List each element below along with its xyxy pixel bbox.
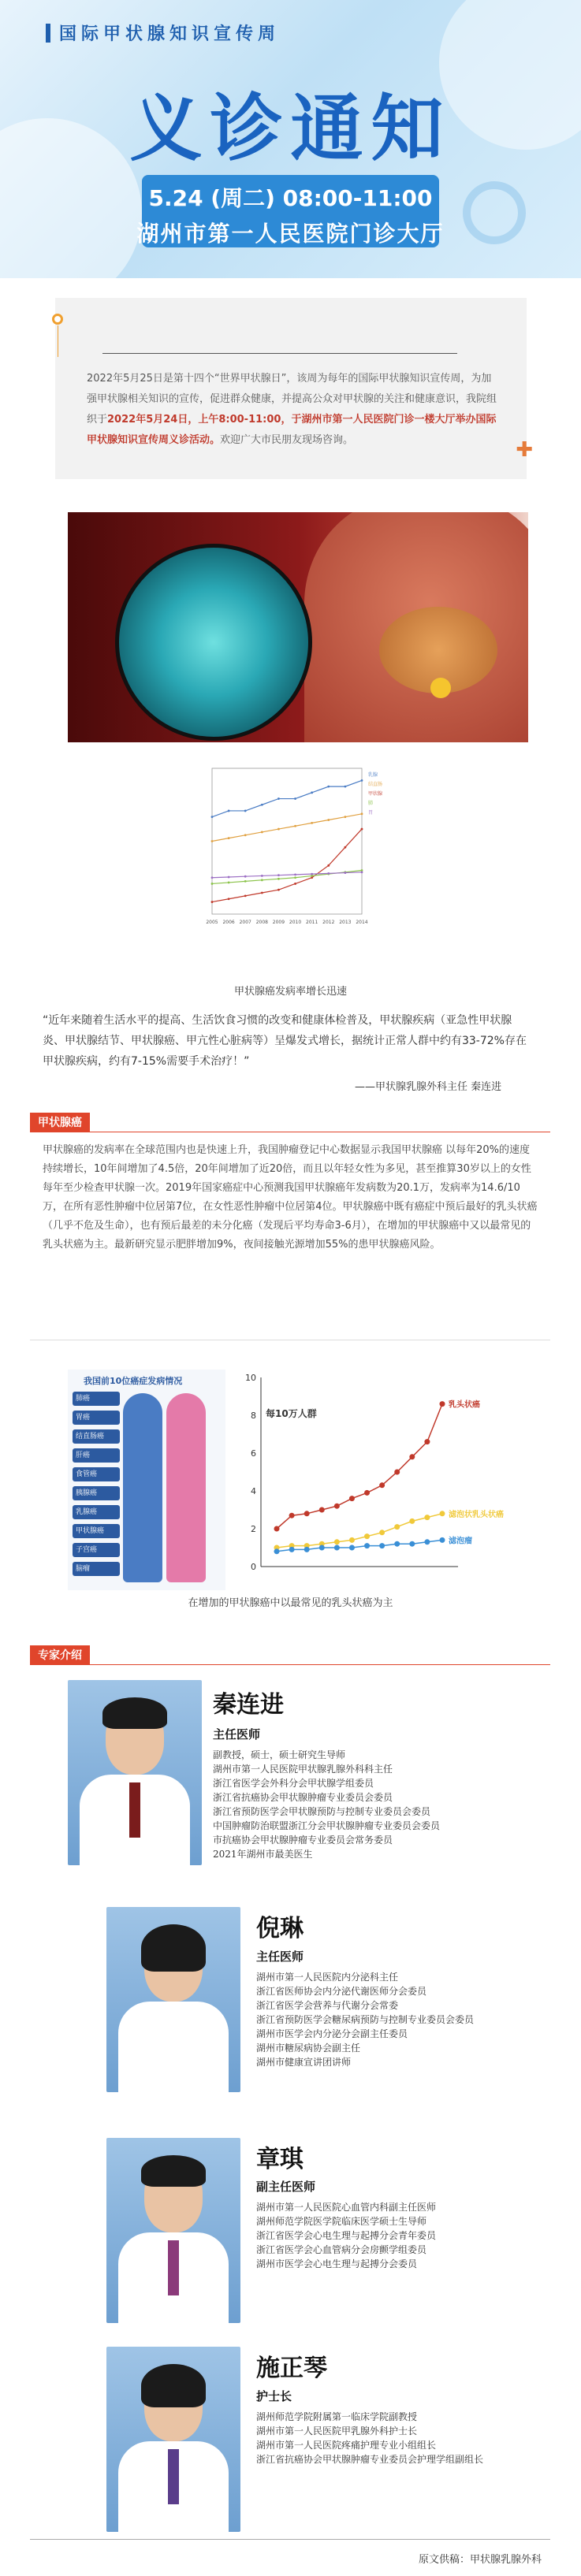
ranking-item: 胰腺癌 — [73, 1486, 120, 1500]
data-point — [311, 873, 313, 875]
data-point — [361, 779, 363, 782]
ranking-item: 胃癌 — [73, 1411, 120, 1425]
data-point — [327, 819, 330, 821]
data-point — [294, 876, 296, 879]
data-point — [228, 837, 230, 839]
y-tick-label: 4 — [251, 1486, 256, 1496]
expert-name: 施正琴 — [256, 2355, 327, 2382]
data-point — [327, 786, 330, 788]
incidence-trend-chart — [181, 756, 404, 938]
data-point — [349, 1545, 355, 1551]
event-time: 5.24 (周二) 08:00-11:00 — [148, 185, 433, 211]
event-place: 湖州市第一人民医院门诊大厅 — [136, 221, 445, 247]
x-tick-label: 2012 — [322, 920, 335, 925]
data-point — [211, 901, 214, 903]
data-point — [394, 1524, 400, 1530]
ranking-list-left — [73, 1392, 120, 1581]
banner-title: 义诊通知 — [129, 87, 452, 171]
data-point — [294, 825, 296, 827]
ranking-item: 食管癌 — [73, 1467, 120, 1481]
cancer-type-figure — [68, 1370, 528, 1590]
data-point — [344, 786, 346, 788]
cell-magnifier-image — [115, 544, 312, 741]
expert-photo-shi — [106, 2347, 240, 2532]
chart2-caption: 在增加的甲状腺癌中以最常见的乳头状癌为主 — [188, 1597, 393, 1609]
data-point — [311, 791, 313, 794]
data-point — [211, 816, 214, 818]
data-point — [379, 1530, 385, 1535]
data-point — [274, 1526, 280, 1532]
intro-dot-icon — [52, 314, 63, 325]
thyroid-illustration — [68, 512, 528, 742]
intro-text: 2022年5月25日是第十四个“世界甲状腺日”，该周为每年的国际甲状腺知识宣传周，为加强甲状腺相关知识的宣传，促进群众健康，并提高公众对甲状腺的关注和健康意识，我院组织于2022年5月24日，上午8:00-11:00，于湖州市第一人民医院门诊一楼大厅举办国际甲状腺知识宣传周义诊活动。欢迎广大市民朋友现场咨询。 — [87, 373, 497, 446]
ranking-item: 子宫癌 — [73, 1543, 120, 1557]
expert-name: 章琪 — [256, 2146, 304, 2173]
quote-text: “近年来随着生活水平的提高、生活饮食习惯的改变和健康体检普及，甲状腺疾病（亚急性甲状腺炎、甲状腺结节、甲状腺癌、甲亢性心脏病等）呈爆发式增长，据统计正常人群中约有33-72%存在甲状腺疾病，约有7-15%需要手术治疗！” — [43, 1014, 527, 1068]
data-point — [409, 1541, 415, 1547]
legend-entry: 乳腺 — [368, 772, 378, 778]
data-point — [334, 1539, 340, 1544]
expert-name: 倪琳 — [256, 1915, 304, 1942]
footer-source: 原文供稿：甲状腺乳腺外科 — [418, 2554, 542, 2566]
plot-area — [212, 768, 362, 914]
data-point — [261, 875, 263, 877]
data-point — [394, 1470, 400, 1475]
x-tick-label: 2007 — [239, 920, 251, 925]
ranking-item: 脑瘤 — [73, 1562, 120, 1576]
x-tick-label: 2009 — [272, 920, 285, 925]
footer-divider — [30, 2539, 550, 2540]
plus-icon: ✚ — [516, 438, 533, 462]
data-point — [349, 1496, 355, 1501]
ranking-item: 甲状腺癌 — [73, 1524, 120, 1538]
expert-desc: 副教授，硕士，硕士研究生导师 湖州市第一人民医院甲状腺乳腺外科科主任 浙江省医学会外科分会甲状腺学组委员 浙江省抗癌协会甲状腺肿瘤专业委员会委员 浙江省预防医学会甲状腺预防与控制专业委员会委员 中国肿瘤防治联盟浙江分会甲状腺肿瘤专业委员会委员 市抗癌协会甲状腺肿瘤专业委员会常务委员 2021年湖州市最美医生 — [213, 1749, 441, 1860]
legend-entry: 结直肠 — [368, 782, 383, 787]
nodule-marker — [430, 678, 451, 698]
data-point — [344, 816, 346, 818]
series-line-1 — [277, 1514, 442, 1548]
data-point — [211, 883, 214, 885]
expert-title: 护士长 — [256, 2389, 292, 2403]
ranking-item: 肺癌 — [73, 1392, 120, 1406]
y-tick-label: 6 — [251, 1448, 256, 1459]
expert-photo-ni — [106, 1907, 240, 2092]
data-point — [244, 880, 247, 883]
data-point — [424, 1539, 430, 1544]
male-figure — [123, 1393, 162, 1582]
y-tick-label: 2 — [251, 1524, 256, 1534]
data-point — [294, 883, 296, 885]
ranking-item: 结直肠癌 — [73, 1429, 120, 1444]
quote-signature: ——甲状腺乳腺外科主任 秦连进 — [355, 1081, 502, 1093]
series-label: 滤泡瘤 — [449, 1537, 472, 1546]
data-point — [409, 1518, 415, 1524]
section-heading-experts: 专家介绍 — [30, 1645, 90, 1664]
data-point — [211, 840, 214, 842]
data-point — [304, 1547, 310, 1552]
data-point — [244, 810, 247, 812]
series-line-0 — [277, 1404, 442, 1529]
data-point — [261, 879, 263, 881]
data-point — [327, 872, 330, 875]
section-divider — [30, 1664, 550, 1665]
data-point — [440, 1511, 445, 1516]
infographic-title: 我国前10位癌症发病情况 — [84, 1376, 183, 1386]
data-point — [319, 1545, 325, 1551]
data-point — [277, 874, 280, 876]
intro-highlight: 2022年5月24日，上午8:00-11:00，于湖州市第一人民医院门诊一楼大厅举办国际甲状腺知识宣传周义诊活动。 — [87, 414, 497, 446]
event-banner — [0, 0, 581, 278]
data-point — [289, 1547, 295, 1552]
data-point — [361, 828, 363, 831]
data-point — [261, 892, 263, 894]
y-tick-label: 8 — [251, 1411, 256, 1421]
data-point — [289, 1513, 295, 1518]
section-heading-thyroid-cancer: 甲状腺癌 — [30, 1113, 90, 1132]
data-point — [440, 1401, 445, 1407]
y-tick-label: 10 — [245, 1373, 256, 1383]
data-point — [364, 1533, 370, 1539]
expert-desc: 湖州市第一人民医院内分泌科主任 浙江省医师协会内分泌代谢医师分会委员 浙江省医学会营养与代谢分会常委 浙江省预防医学会糖尿病预防与控制专业委员会委员 湖州市医学会内分泌分会副主任委员 湖州市糖尿病协会副主任 湖州市健康宣讲团讲师 — [256, 1972, 475, 2068]
legend-entry: 甲状腺 — [368, 791, 383, 797]
data-point — [244, 894, 247, 897]
banner-subtitle: 国际甲状腺知识宣传周 — [59, 24, 281, 44]
x-tick-label: 2010 — [289, 920, 302, 925]
data-point — [440, 1537, 445, 1543]
data-point — [334, 1504, 340, 1509]
data-point — [361, 871, 363, 873]
data-point — [228, 882, 230, 884]
data-point — [277, 828, 280, 831]
data-point — [364, 1543, 370, 1548]
x-tick-label: 2006 — [222, 920, 235, 925]
data-point — [277, 889, 280, 891]
data-point — [327, 864, 330, 867]
data-point — [228, 898, 230, 900]
ranking-item: 肝癌 — [73, 1448, 120, 1463]
chart1-caption: 甲状腺癌发病率增长迅速 — [233, 986, 347, 998]
data-point — [277, 797, 280, 800]
expert-photo-qin — [68, 1680, 202, 1865]
data-point — [304, 1511, 310, 1516]
data-point — [379, 1543, 385, 1548]
y-axis-label: 每10万人群 — [266, 1408, 317, 1419]
data-point — [319, 1507, 325, 1513]
x-tick-label: 2011 — [306, 920, 318, 925]
series-label: 滤泡状乳头状癌 — [449, 1510, 504, 1519]
data-point — [349, 1537, 355, 1543]
data-point — [334, 1545, 340, 1551]
legend-entry: 胃 — [368, 810, 374, 816]
intro-box — [55, 298, 533, 479]
expert-title: 主任医师 — [256, 1950, 304, 1964]
data-point — [344, 872, 346, 874]
data-point — [277, 878, 280, 880]
data-point — [228, 810, 230, 812]
x-tick-label: 2005 — [206, 920, 218, 925]
data-point — [379, 1482, 385, 1488]
expert-photo-zhang — [106, 2138, 240, 2323]
data-point — [364, 1490, 370, 1496]
data-point — [311, 822, 313, 824]
ranking-infographic — [68, 1370, 225, 1590]
data-point — [361, 812, 363, 815]
x-tick-label: 2008 — [255, 920, 268, 925]
data-point — [274, 1548, 280, 1554]
data-point — [394, 1541, 400, 1547]
data-point — [424, 1439, 430, 1444]
expert-title: 副主任医师 — [256, 2180, 316, 2194]
thyroid-subtype-chart — [237, 1370, 528, 1590]
x-tick-label: 2014 — [356, 920, 368, 925]
y-tick-label: 0 — [251, 1562, 256, 1572]
series-label: 乳头状癌 — [449, 1400, 480, 1410]
thyroid-cancer-text: 甲状腺癌的发病率在全球范围内也是快速上升，我国肿瘤登记中心数据显示我国甲状腺癌 以每年20%的速度持续增长，10年间增加了4.5倍，20年间增加了近20倍，而且以年轻女性为多见，甚至推算30岁以上的女性每年至少检查甲状腺一次。2019年国家癌症中心预测我国甲状腺癌年发病数为20.1万，发病率为14.6/10万，在所有恶性肿瘤中位居第7位，在女性恶性肿瘤中位居第4位。甲状腺癌中既有癌症中预后最好的乳头状癌（几乎不危及生命），也有预后最差的未分化癌（发现后平均寿命3-6月），在增加的甲状腺癌中又以最常见的乳头状癌为主。最新研究显示肥胖增加9%，夜间接触光源增加55%的患甲状腺癌风险。 — [43, 1144, 538, 1251]
intro-divider — [102, 353, 457, 354]
x-tick-label: 2013 — [339, 920, 352, 925]
data-point — [294, 797, 296, 800]
data-point — [244, 875, 247, 878]
data-point — [261, 804, 263, 806]
data-point — [211, 876, 214, 879]
data-point — [424, 1515, 430, 1520]
banner-subtitle-bar — [46, 24, 50, 43]
expert-name: 秦连进 — [213, 1691, 284, 1719]
expert-desc: 湖州师范学院附属第一临床学院副教授 湖州市第一人民医院甲乳腺外科护士长 湖州市第一人民医院疼痛护理专业小组组长 浙江省抗癌协会甲状腺肿瘤专业委员会护理学组副组长 — [256, 2411, 484, 2465]
expert-title: 主任医师 — [213, 1727, 261, 1741]
data-point — [344, 846, 346, 849]
legend-entry: 肺 — [368, 801, 374, 806]
data-point — [409, 1454, 415, 1459]
data-point — [228, 876, 230, 879]
ranking-item: 乳腺癌 — [73, 1505, 120, 1519]
data-point — [294, 873, 296, 875]
data-point — [244, 834, 247, 836]
data-point — [261, 831, 263, 834]
female-figure — [166, 1393, 206, 1582]
expert-desc: 湖州市第一人民医院心血管内科副主任医师 湖州师范学院医学院临床医学硕士生导师 浙江省医学会心电生理与起搏分会青年委员 浙江省医学会心血管病分会房颤学组委员 湖州市医学会心电生理与起搏分会委员 — [256, 2202, 437, 2269]
